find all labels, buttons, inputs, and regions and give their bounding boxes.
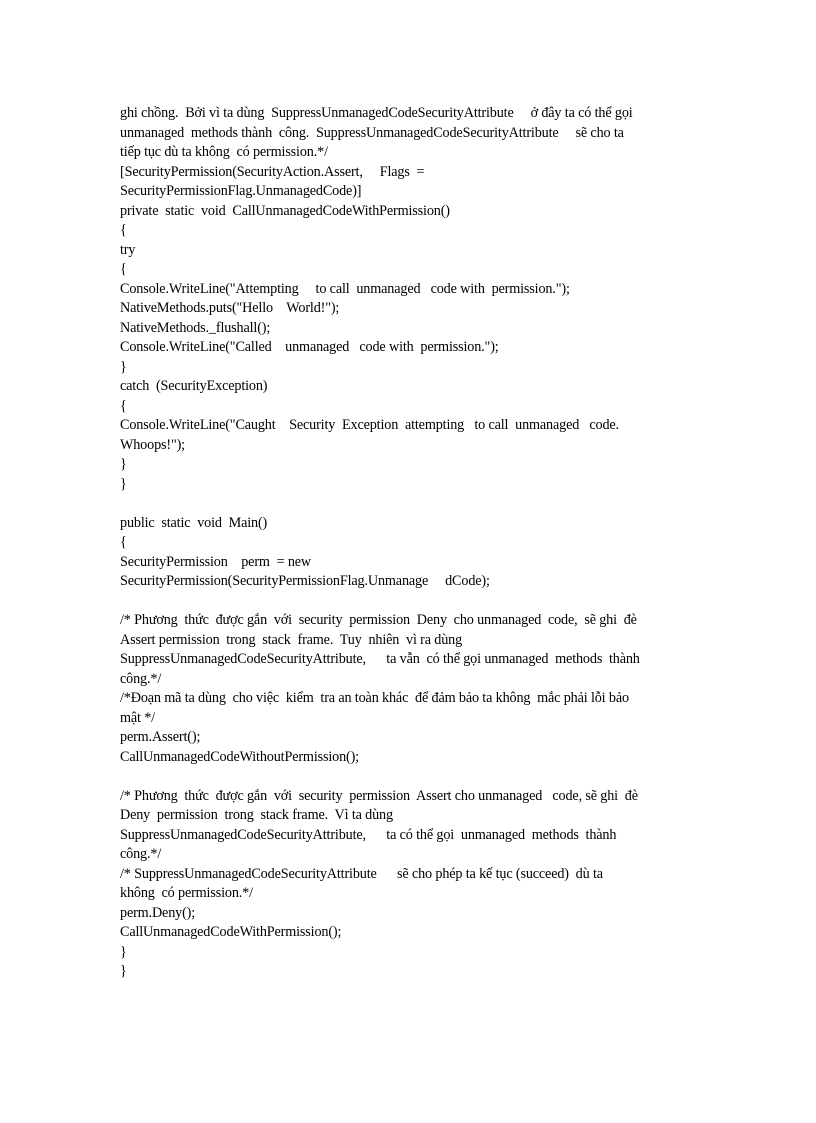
comment-line: Deny permission trong stack frame. Vì ta dùng (120, 807, 393, 823)
code-line: } (120, 963, 127, 979)
code-line: SecurityPermission(SecurityPermissionFlag.Unmanage dCode); (120, 573, 490, 589)
text-line: unmanaged methods thành công. SuppressUnmanagedCodeSecurityAttribute sẽ cho ta (120, 124, 624, 141)
code-line: CallUnmanagedCodeWithPermission(); (120, 924, 342, 940)
code-line: public static void Main() (120, 514, 268, 531)
comment-line: /* Phương thức được gắn với security permission Assert cho unmanaged code, sẽ ghi đè (120, 787, 638, 804)
comment-line: mật */ (120, 709, 155, 726)
comment-line: SuppressUnmanagedCodeSecurityAttribute, ta vẫn có thể gọi unmanaged methods thành (120, 651, 640, 667)
code-line: Whoops!"); (120, 436, 185, 453)
code-line: [SecurityPermission(SecurityAction.Assert, Flags = (120, 163, 425, 180)
comment-line: /* SuppressUnmanagedCodeSecurityAttribute sẽ cho phép ta kế tục (succeed) dù ta (120, 865, 603, 882)
code-line: } (120, 456, 127, 472)
blank-line (120, 767, 700, 787)
code-line: NativeMethods.puts("Hello World!"); (120, 300, 340, 316)
blank-line (120, 592, 700, 612)
document-page (120, 104, 700, 982)
code-line: catch (SecurityException) (120, 378, 268, 394)
code-line: { (120, 534, 127, 550)
code-line: SecurityPermissionFlag.UnmanagedCode)] (120, 183, 362, 199)
code-line: private static void CallUnmanagedCodeWithPermission() (120, 202, 450, 219)
code-line: { (120, 261, 127, 277)
code-line: Console.WriteLine("Called unmanaged code with permission."); (120, 339, 499, 355)
comment-line: công.*/ (120, 670, 162, 687)
blank-line (120, 494, 700, 514)
code-line: NativeMethods._flushall(); (120, 319, 271, 336)
code-line: CallUnmanagedCodeWithoutPermission(); (120, 748, 359, 765)
code-line: } (120, 943, 127, 960)
comment-line: SuppressUnmanagedCodeSecurityAttribute, ta có thể gọi unmanaged methods thành (120, 826, 617, 843)
text-line: ghi chồng. Bởi vì ta dùng SuppressUnmanagedCodeSecurityAttribute ở đây ta có thể gọi (120, 105, 633, 121)
comment-line: công.*/ (120, 846, 162, 862)
code-line: } (120, 475, 127, 492)
code-line: try (120, 241, 136, 258)
text-line: tiếp tục dù ta không có permission.*/ (120, 144, 328, 160)
code-line: Console.WriteLine("Caught Security Exception attempting to call unmanaged code. (120, 417, 619, 433)
code-line: perm.Assert(); (120, 729, 201, 745)
code-line: Console.WriteLine("Attempting to call unmanaged code with permission."); (120, 280, 570, 297)
code-line: SecurityPermission perm = new (120, 553, 312, 570)
comment-line: /* Phương thức được gắn với security permission Deny cho unmanaged code, sẽ ghi đè (120, 612, 637, 628)
comment-line: Assert permission trong stack frame. Tuy nhiên vì ra dùng (120, 631, 463, 648)
code-line: { (120, 397, 127, 414)
code-line: } (120, 358, 127, 375)
code-line: { (120, 222, 127, 238)
code-line: perm.Deny(); (120, 904, 196, 921)
comment-line: /*Đoạn mã ta dùng cho việc kiểm tra an toàn khác để đảm bảo ta không mắc phải lỗi bảo (120, 690, 629, 706)
comment-line: không có permission.*/ (120, 885, 253, 901)
